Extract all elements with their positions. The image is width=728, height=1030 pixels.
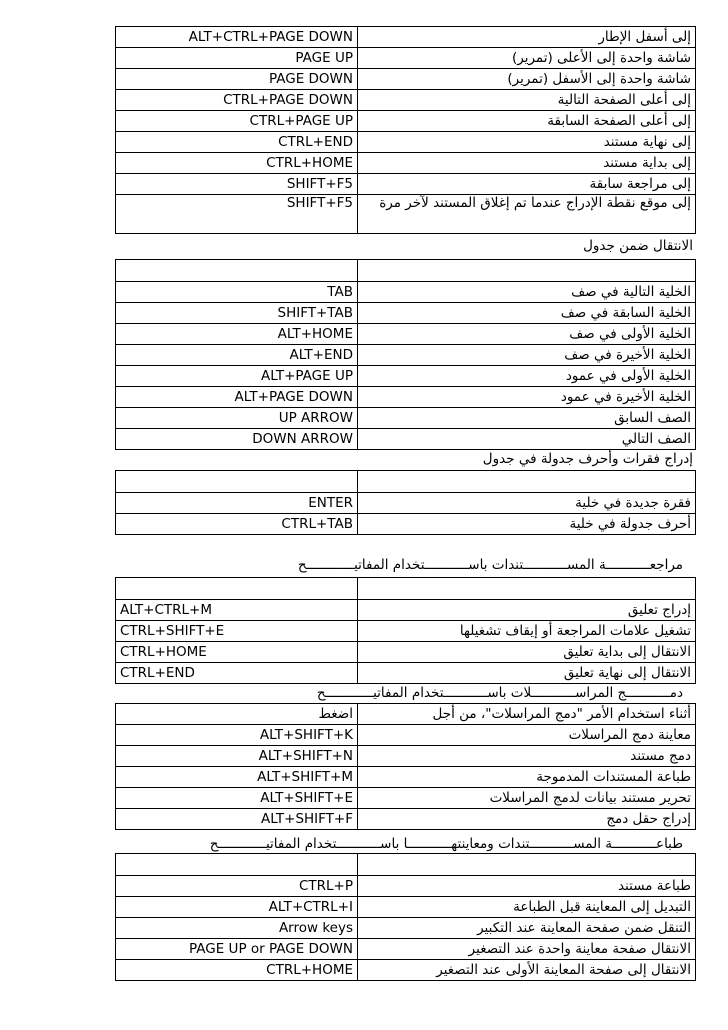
shortcut-description: إدراج تعليق xyxy=(358,600,696,621)
shortcut-description: الخلية الأولى في عمود xyxy=(358,366,696,387)
table-row xyxy=(116,746,696,767)
shortcut-key: ALT+CTRL+I xyxy=(116,897,358,918)
section-heading-review: مراجعـــــــــــة المســـــــــــتندات باســـــــــــتخدام المفاتيــــــــــــح xyxy=(297,557,683,573)
table-row xyxy=(116,345,696,366)
shortcut-key: CTRL+PAGE UP xyxy=(116,111,358,132)
shortcut-key: ALT+SHIFT+N xyxy=(116,746,358,767)
table-row xyxy=(116,195,696,234)
shortcut-description: إلى أعلى الصفحة التالية xyxy=(358,90,696,111)
shortcut-description: إلى نهاية مستند xyxy=(358,132,696,153)
table-row xyxy=(116,282,696,303)
shortcut-description: الانتقال إلى صفحة المعاينة الأولى عند التصغير xyxy=(358,960,696,981)
table-row xyxy=(116,174,696,195)
table-row xyxy=(116,27,696,48)
shortcut-key: CTRL+END xyxy=(116,132,358,153)
shortcut-description: إلى موقع نقطة الإدراج عندما تم إغلاق المستند لآخر مرة xyxy=(358,195,696,234)
table-row xyxy=(116,663,696,684)
table-row xyxy=(116,960,696,981)
shortcut-key: ALT+END xyxy=(116,345,358,366)
shortcut-key: CTRL+HOME xyxy=(116,153,358,174)
shortcut-description: الانتقال صفحة معاينة واحدة عند التصغير xyxy=(358,939,696,960)
table-row xyxy=(116,767,696,788)
shortcut-description: إلى أسفل الإطار xyxy=(358,27,696,48)
table-navigation-table xyxy=(115,259,696,450)
press-header: اضغط xyxy=(116,704,358,725)
shortcut-description: الخلية الأخيرة في صف xyxy=(358,345,696,366)
table-row xyxy=(116,153,696,174)
table-row xyxy=(116,90,696,111)
shortcut-key: SHIFT+F5 xyxy=(116,174,358,195)
empty-cell xyxy=(116,578,358,600)
table-insert-table xyxy=(115,470,696,535)
shortcut-key: TAB xyxy=(116,282,358,303)
shortcut-key: CTRL+PAGE DOWN xyxy=(116,90,358,111)
shortcut-key: CTRL+HOME xyxy=(116,642,358,663)
table-row xyxy=(116,48,696,69)
empty-cell xyxy=(358,854,696,876)
section-heading-mail-merge: دمـــــــــــج المراســـــــــــلات باســـــــــــتخدام المفاتيــــــــــــح xyxy=(316,685,683,701)
table-row xyxy=(116,600,696,621)
table-row xyxy=(116,788,696,809)
section-heading-table-insert: إدراج فقرات وأحرف جدولة في جدول xyxy=(482,451,693,467)
table-row xyxy=(116,621,696,642)
table-row xyxy=(116,387,696,408)
while-using-header: أثناء استخدام الأمر "دمج المراسلات"، من أجل xyxy=(358,704,696,725)
table-header-row xyxy=(116,471,696,493)
table-row xyxy=(116,918,696,939)
table-row xyxy=(116,429,696,450)
table-row xyxy=(116,69,696,90)
table-row xyxy=(116,809,696,830)
table-row xyxy=(116,111,696,132)
shortcut-description: إلى مراجعة سابقة xyxy=(358,174,696,195)
shortcut-description: الخلية الأخيرة في عمود xyxy=(358,387,696,408)
table-row xyxy=(116,514,696,535)
empty-cell xyxy=(358,471,696,493)
shortcut-key: ALT+SHIFT+F xyxy=(116,809,358,830)
shortcut-description: تشغيل علامات المراجعة أو إيقاف تشغيلها xyxy=(358,621,696,642)
shortcut-description: الصف السابق xyxy=(358,408,696,429)
shortcut-key: CTRL+P xyxy=(116,876,358,897)
shortcut-description: الانتقال إلى نهاية تعليق xyxy=(358,663,696,684)
table-row xyxy=(116,132,696,153)
table-row xyxy=(116,493,696,514)
shortcut-description: الصف التالي xyxy=(358,429,696,450)
shortcut-key: ALT+SHIFT+K xyxy=(116,725,358,746)
shortcut-description: معاينة دمج المراسلات xyxy=(358,725,696,746)
section-heading-print: طباعـــــــــــة المســـــــــــتندات ومعاينتهـــــــــــا باســـــــــــتخدام المفاتيــــــــــــح xyxy=(209,836,683,852)
shortcut-description: الخلية السابقة في صف xyxy=(358,303,696,324)
shortcut-description: الانتقال إلى بداية تعليق xyxy=(358,642,696,663)
shortcut-description: الخلية الأولى في صف xyxy=(358,324,696,345)
shortcut-key: ALT+PAGE DOWN xyxy=(116,387,358,408)
shortcut-key: SHIFT+F5 xyxy=(116,195,358,234)
print-preview-table xyxy=(115,853,696,981)
shortcut-key: ALT+PAGE UP xyxy=(116,366,358,387)
empty-cell xyxy=(116,471,358,493)
shortcut-key: CTRL+END xyxy=(116,663,358,684)
table-header-row xyxy=(116,854,696,876)
shortcut-key: ALT+HOME xyxy=(116,324,358,345)
table-header-row xyxy=(116,260,696,282)
shortcut-key: ALT+SHIFT+E xyxy=(116,788,358,809)
shortcut-key: ALT+SHIFT+M xyxy=(116,767,358,788)
shortcut-description: دمج مستند xyxy=(358,746,696,767)
shortcut-description: شاشة واحدة إلى الأعلى (تمرير) xyxy=(358,48,696,69)
shortcut-key: CTRL+TAB xyxy=(116,514,358,535)
table-row xyxy=(116,642,696,663)
table-row xyxy=(116,366,696,387)
table-row xyxy=(116,939,696,960)
shortcut-key: ENTER xyxy=(116,493,358,514)
shortcut-key: PAGE UP or PAGE DOWN xyxy=(116,939,358,960)
shortcut-description: إلى بداية مستند xyxy=(358,153,696,174)
table-row xyxy=(116,408,696,429)
shortcut-key: DOWN ARROW xyxy=(116,429,358,450)
shortcut-description: الخلية التالية في صف xyxy=(358,282,696,303)
review-shortcuts-table xyxy=(115,577,696,684)
empty-cell xyxy=(358,578,696,600)
shortcut-key: SHIFT+TAB xyxy=(116,303,358,324)
shortcut-key: ALT+CTRL+PAGE DOWN xyxy=(116,27,358,48)
document-navigation-table xyxy=(115,26,696,234)
shortcut-description: أحرف جدولة في خلية xyxy=(358,514,696,535)
shortcut-key: ALT+CTRL+M xyxy=(116,600,358,621)
empty-cell xyxy=(116,260,358,282)
empty-cell xyxy=(116,854,358,876)
shortcut-description: فقرة جديدة في خلية xyxy=(358,493,696,514)
table-header-row xyxy=(116,704,696,725)
shortcut-description: التنقل ضمن صفحة المعاينة عند التكبير xyxy=(358,918,696,939)
shortcut-key: UP ARROW xyxy=(116,408,358,429)
shortcut-description: طباعة مستند xyxy=(358,876,696,897)
table-row xyxy=(116,725,696,746)
shortcut-description: التبديل إلى المعاينة قبل الطباعة xyxy=(358,897,696,918)
shortcut-description: شاشة واحدة إلى الأسفل (تمرير) xyxy=(358,69,696,90)
table-row xyxy=(116,324,696,345)
shortcut-description: إلى أعلى الصفحة السابقة xyxy=(358,111,696,132)
empty-cell xyxy=(358,260,696,282)
shortcut-description: طباعة المستندات المدموجة xyxy=(358,767,696,788)
section-heading-table-navigation: الانتقال ضمن جدول xyxy=(583,238,693,254)
table-row xyxy=(116,303,696,324)
shortcut-key: CTRL+HOME xyxy=(116,960,358,981)
shortcut-key: CTRL+SHIFT+E xyxy=(116,621,358,642)
table-header-row xyxy=(116,578,696,600)
shortcut-description: إدراج حقل دمج xyxy=(358,809,696,830)
shortcut-key: PAGE DOWN xyxy=(116,69,358,90)
shortcut-description: تحرير مستند بيانات لدمج المراسلات xyxy=(358,788,696,809)
table-row xyxy=(116,876,696,897)
shortcut-key: Arrow keys xyxy=(116,918,358,939)
mail-merge-table xyxy=(115,703,696,830)
shortcut-key: PAGE UP xyxy=(116,48,358,69)
table-row xyxy=(116,897,696,918)
